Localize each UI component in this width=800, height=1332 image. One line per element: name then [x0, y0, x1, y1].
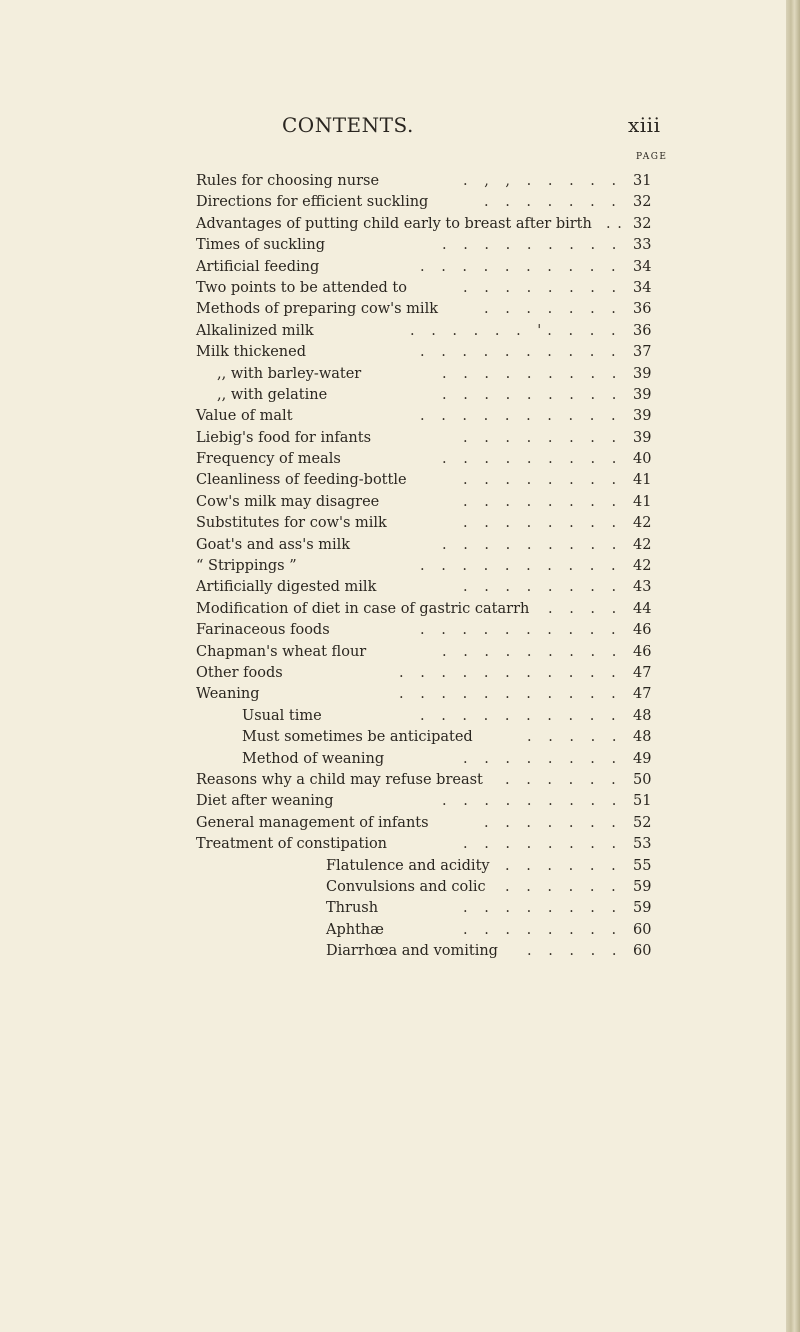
toc-entry [0, 941, 786, 962]
dot-leader: . . . . . . . . . . [420, 707, 622, 724]
toc-entry [0, 235, 786, 256]
toc-entry-page: 48 [633, 707, 652, 724]
toc-entry-label: Method of weaning [242, 750, 385, 767]
toc-entry-page: 59 [633, 878, 652, 895]
toc-entry-label: Convulsions and colic [326, 878, 486, 895]
toc-entry-label: Artificially digested milk [196, 579, 377, 596]
toc-entry-page: 31 [633, 173, 652, 189]
toc-entry [0, 492, 786, 513]
toc-entry [0, 535, 786, 556]
toc-entry [0, 856, 786, 877]
dot-leader: . . . . . . . [484, 301, 622, 318]
toc-entry-page: 60 [633, 921, 652, 938]
toc-entry [0, 385, 786, 406]
toc-entry [0, 470, 786, 491]
toc-entry-page: 42 [633, 536, 652, 553]
toc-entry-page: 42 [633, 515, 652, 532]
toc-entry-label: Artificial feeding [196, 258, 320, 275]
toc-entry-page: 41 [633, 472, 652, 489]
toc-entry [0, 791, 786, 812]
toc-entry [0, 920, 786, 941]
dot-leader: . . . . [548, 600, 623, 617]
dot-leader: . . . . . . . . . [442, 793, 623, 810]
toc-entry [0, 663, 786, 684]
toc-entry-label: Modification of diet in case of gastric catarrh [196, 600, 530, 617]
toc-entry-label: ,, with barley-water [217, 365, 362, 382]
toc-entry-page: 39 [633, 365, 652, 382]
dot-leader: . . . . . . . . [463, 900, 623, 917]
toc-entry-label: Usual time [242, 707, 322, 724]
toc-entry-label: Reasons why a child may refuse breast [196, 771, 483, 788]
toc-entry-label: Aphthæ [326, 921, 384, 938]
toc-entry [0, 834, 786, 855]
toc-entry-page: 46 [633, 622, 652, 639]
dot-leader: . . . . . . [505, 857, 622, 874]
toc-entry [0, 192, 786, 213]
toc-entry-page: 39 [633, 429, 652, 446]
toc-entry [0, 342, 786, 363]
toc-entry-page: 50 [633, 771, 652, 788]
toc-entry [0, 364, 786, 385]
dot-leader: . . . . . . . . . [442, 386, 623, 403]
toc-entry-label: Thrush [326, 900, 379, 917]
dot-leader: . . . . . . . . [463, 515, 623, 532]
toc-entry-page: 47 [633, 686, 652, 703]
toc-entry-label: Value of malt [196, 408, 293, 425]
toc-entry [0, 877, 786, 898]
toc-entry [0, 620, 786, 641]
page-edge [786, 0, 800, 1332]
toc-entry-label: General management of infants [196, 814, 429, 831]
toc-entry [0, 577, 786, 598]
toc-entry [0, 278, 786, 299]
toc-entry-page: 34 [633, 258, 652, 275]
toc-entry-page: 53 [633, 836, 652, 853]
toc-entry [0, 257, 786, 278]
toc-entry-label: Rules for choosing nurse [196, 173, 380, 189]
toc-entry-label: Frequency of meals [196, 451, 341, 468]
page-column-label: PAGE [636, 152, 668, 162]
toc-entry-page: 51 [633, 793, 652, 810]
dot-leader: . . . . . . [505, 878, 622, 895]
toc-entry-label: Chapman's wheat flour [196, 643, 367, 660]
toc-entry-page: 43 [633, 579, 652, 596]
toc-entry-label: Times of suckling [196, 237, 325, 254]
toc-entry-page: 32 [633, 215, 652, 232]
toc-entry-page: 47 [633, 664, 652, 681]
toc-entry-page: 44 [633, 600, 652, 617]
toc-entry [0, 556, 786, 577]
dot-leader: . . . . . . . . [463, 836, 623, 853]
toc-entry-label: Other foods [196, 664, 283, 681]
dot-leader: . . . . . . . . . . [420, 258, 622, 275]
toc-entry-label: Farinaceous foods [196, 622, 330, 639]
toc-entry-page: 36 [633, 301, 652, 318]
dot-leader: . . . . . . . . . [442, 451, 623, 468]
toc-entry-page: 60 [633, 943, 652, 960]
dot-leader: . . . . . . . [484, 814, 622, 831]
dot-leader: . . . . . . . . [463, 429, 623, 446]
dot-leader: . . . . . . '. . . . [410, 322, 622, 339]
toc-entry [0, 813, 786, 834]
dot-leader: . . . . . . [505, 771, 622, 788]
toc-entry-page: 40 [633, 451, 652, 468]
toc-entry [0, 706, 786, 727]
toc-entry [0, 513, 786, 534]
toc-entry-page: 33 [633, 237, 652, 254]
dot-leader: . , , . . . . . [463, 173, 623, 189]
toc-entry-page: 42 [633, 558, 652, 575]
toc-entry-page: 39 [633, 386, 652, 403]
toc-entry-label: Liebig's food for infants [196, 429, 372, 446]
dot-leader: . . . . . . . . . [442, 237, 623, 254]
dot-leader: . . . . . . . . [463, 472, 623, 489]
toc-entry [0, 770, 786, 791]
dot-leader: . . . . . . . . . [442, 536, 623, 553]
toc-entry-label: Weaning [196, 686, 260, 703]
toc-entry-page: 39 [633, 408, 652, 425]
dot-leader: . . . . . . . . [463, 750, 623, 767]
toc-entry-page: 59 [633, 900, 652, 917]
toc-entry-page: 36 [633, 322, 652, 339]
toc-entry [0, 171, 786, 192]
toc-entry-label: Directions for efficient suckling [196, 194, 429, 211]
toc-entry [0, 599, 786, 620]
dot-leader: . . . . . [527, 729, 623, 746]
toc-entry-label: Alkalinized milk [196, 322, 314, 339]
dot-leader: . . . . . . . . . . [420, 558, 622, 575]
dot-leader: . . . . . . . . . . [420, 344, 622, 361]
toc-entry-label: Flatulence and acidity [326, 857, 490, 874]
toc-entry [0, 684, 786, 705]
header-page-number: xiii [628, 113, 661, 137]
toc-entry-label: Advantages of putting child early to breast after birth [196, 215, 592, 232]
toc-entry-page: 46 [633, 643, 652, 660]
toc-entry-page: 49 [633, 750, 652, 767]
toc-entry [0, 299, 786, 320]
toc-entry-page: 41 [633, 493, 652, 510]
toc-entry [0, 428, 786, 449]
dot-leader: . . . . . . . . . . . [399, 686, 622, 703]
running-header [0, 113, 786, 143]
toc-entry [0, 642, 786, 663]
dot-leader: . . . . . . . . [463, 579, 623, 596]
toc-entry-page: 55 [633, 857, 652, 874]
toc-entry [0, 449, 786, 470]
toc-entry-label: Substitutes for cow's milk [196, 515, 387, 532]
toc-entry-page: 52 [633, 814, 652, 831]
toc-entry-label: Cow's milk may disagree [196, 493, 380, 510]
toc-entry-label: Milk thickened [196, 344, 307, 361]
toc-entry-page: 37 [633, 344, 652, 361]
dot-leader: . . . . . . . . [463, 493, 623, 510]
dot-leader: . . . . . . . . . . . [399, 664, 622, 681]
toc-entry-label: Methods of preparing cow's milk [196, 301, 438, 318]
toc-entry [0, 321, 786, 342]
toc-entry [0, 749, 786, 770]
dot-leader: . . . . . . . . [463, 279, 623, 296]
toc-entry [0, 406, 786, 427]
dot-leader: . . . . . . . . . . [420, 408, 622, 425]
table-of-contents [0, 171, 786, 962]
dot-leader: . . . . . [527, 943, 623, 960]
dot-leader: . . . . . . . . [463, 921, 623, 938]
header-title: CONTENTS. [282, 113, 414, 137]
toc-entry [0, 214, 786, 235]
toc-entry-label: Cleanliness of feeding-bottle [196, 472, 407, 489]
toc-entry-label: ,, with gelatine [217, 386, 328, 403]
toc-entry-label: Goat's and ass's milk [196, 536, 351, 553]
dot-leader: . . . . . . . [484, 194, 622, 211]
toc-entry [0, 727, 786, 748]
toc-entry [0, 898, 786, 919]
toc-entry-label: “ Strippings ” [196, 558, 297, 575]
dot-leader: . . . . . . . . . [442, 365, 623, 382]
toc-entry-page: 48 [633, 729, 652, 746]
toc-entry-label: Diet after weaning [196, 793, 334, 810]
toc-entry-page: 32 [633, 194, 652, 211]
dot-leader: . . . . . . . . . [442, 643, 623, 660]
toc-entry-label: Diarrhœa and vomiting [326, 943, 498, 960]
toc-entry-label: Must sometimes be anticipated [242, 729, 473, 746]
toc-entry-page: 34 [633, 279, 652, 296]
dot-leader: . . . . . . . . . . [420, 622, 622, 639]
toc-entry-label: Two points to be attended to [196, 279, 407, 296]
dot-leader: . . [606, 215, 623, 232]
toc-entry-label: Treatment of constipation [196, 836, 388, 853]
